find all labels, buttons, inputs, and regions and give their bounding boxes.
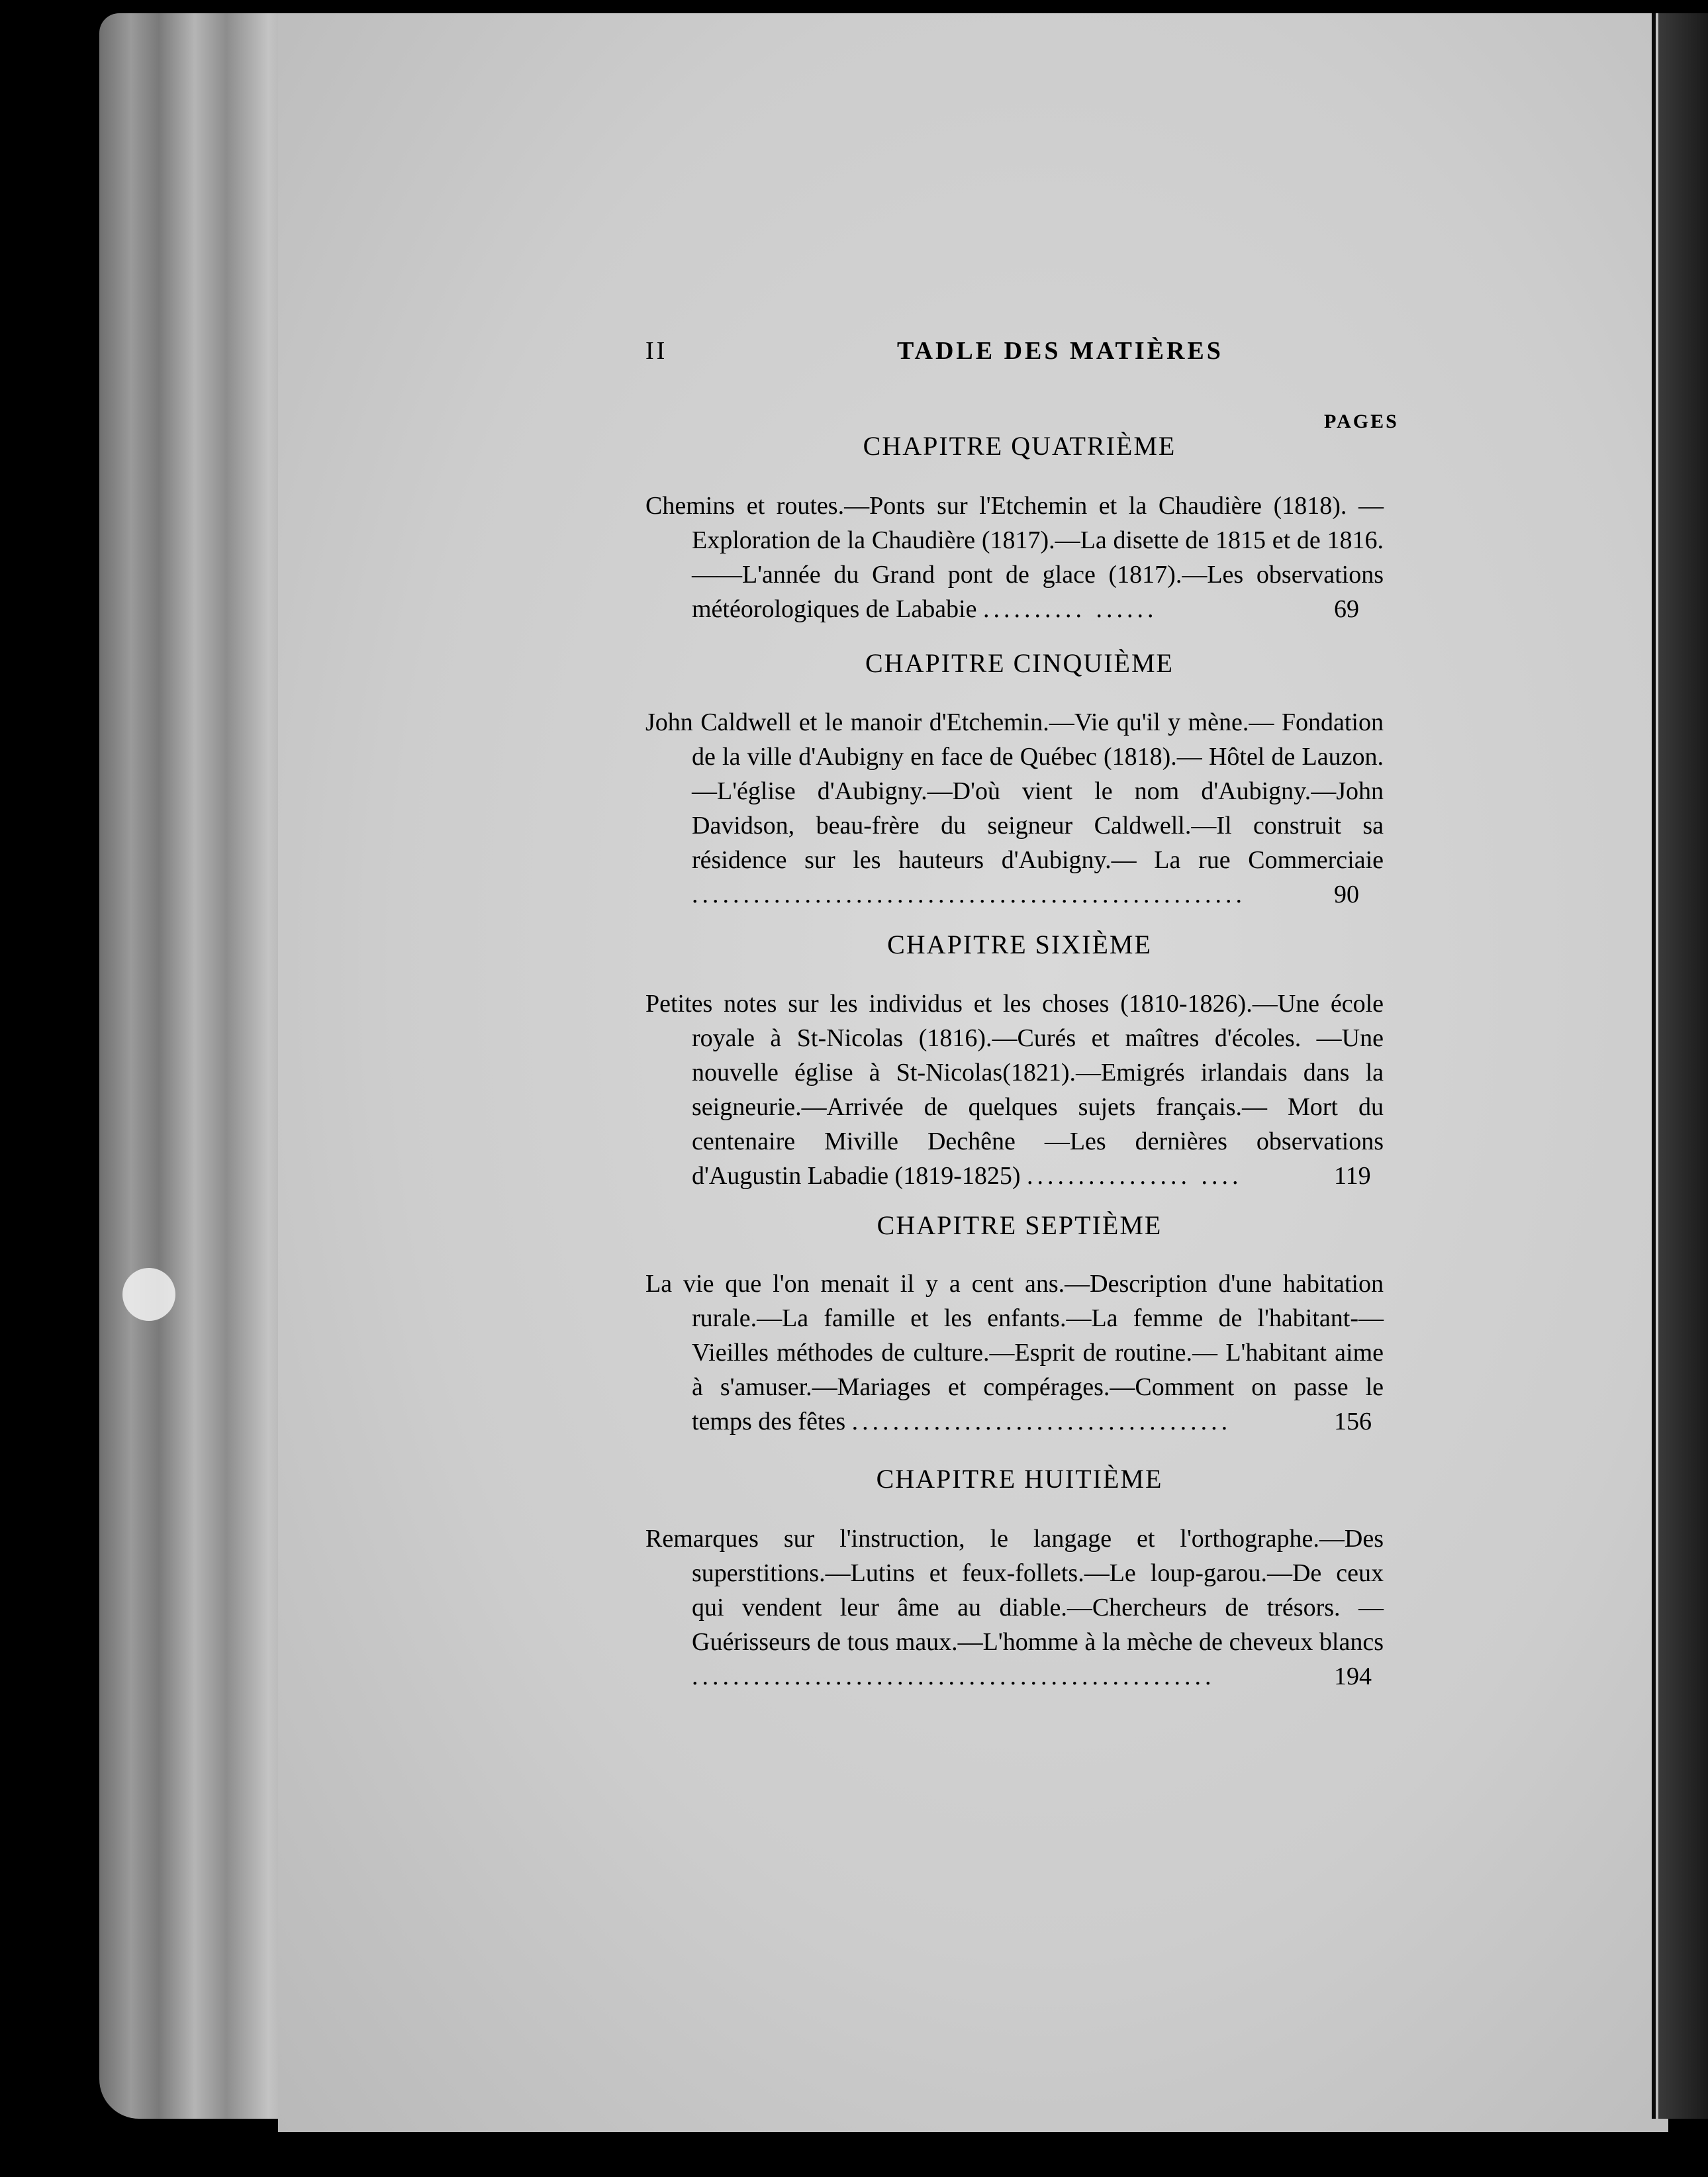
dot-leader: ................ ....: [1027, 1162, 1243, 1190]
chapter-title: CHAPITRE QUATRIÈME: [863, 431, 1176, 461]
chapter-title: CHAPITRE SEPTIÈME: [877, 1210, 1162, 1240]
toc-entry: Remarques sur l'instruction, le langage et l'orthographe.—Des superstitions.—Lutins et feux-follets.—Le loup-garou.—De ceux qui vendent leur âme au diable.—Chercheurs de trésors. —Guérisseurs de tous maux.—L'homme à la mèche de cheveux blancs ................................................... 194: [645, 1525, 1384, 1690]
dot-leader: .....................................: [851, 1408, 1232, 1435]
facing-page-edge: [1658, 13, 1708, 2119]
running-header: [645, 336, 1407, 376]
dot-leader: ......................................................: [692, 881, 1246, 908]
chapter-title: CHAPITRE CINQUIÈME: [865, 648, 1174, 678]
dot-leader: .......... ......: [983, 595, 1158, 623]
dot-leader: ...................................................: [692, 1663, 1215, 1690]
toc-entry: La vie que l'on menait il y a cent ans.—Description d'une habitation rurale.—La famille et les enfants.—La femme de l'habitant-—Vieilles méthodes de culture.—Esprit de routine.— L'habitant aime à s'amuser.—Mariages et compérages.—Comment on passe le temps des fêtes ..................................... 156: [645, 1270, 1384, 1435]
running-title: TADLE DES MATIÈRES: [897, 337, 1223, 365]
chapter-title: CHAPITRE HUITIÈME: [876, 1464, 1163, 1494]
toc-entry: Chemins et routes.—Ponts sur l'Etchemin et la Chaudière (1818). —Exploration de la Chaudière (1817).—La disette de 1815 et de 1816.——L'année du Grand pont de glace (1817).—Les observations météorologiques de Lababie .......... ...... 69: [645, 492, 1384, 623]
toc-entry-summary: Chemins et routes.—Ponts sur l'Etchemin et la Chaudière (1818). —Exploration de la Chaudière (1817).—La disette de 1815 et de 1816.——L'année du Grand pont de glace (1817).—Les observations météorologiques de Lababie: [645, 492, 1384, 623]
page-edge-shadow: [1652, 13, 1656, 2119]
chapter-title: CHAPITRE SIXIÈME: [887, 930, 1152, 959]
page-number: II: [645, 337, 668, 365]
toc-entry: Petites notes sur les individus et les choses (1810-1826).—Une école royale à St-Nicolas (1816).—Curés et maîtres d'écoles. —Une nouvelle église à St-Nicolas(1821).—Emigrés irlandais dans la seigneurie.—Arrivée de quelques sujets français.— Mort du centenaire Miville Dechêne —Les dernières observations d'Augustin Labadie (1819-1825) ................ .... 119: [645, 990, 1384, 1190]
toc-entry: John Caldwell et le manoir d'Etchemin.—Vie qu'il y mène.— Fondation de la ville d'Aubigny en face de Québec (1818).— Hôtel de Lauzon.—L'église d'Aubigny.—D'où vient le nom d'Aubigny.—John Davidson, beau-frère du seigneur Caldwell.—Il construit sa résidence sur les hauteurs d'Aubigny.— La rue Commerciaie ...................................................... 90: [645, 708, 1384, 908]
toc-entry-summary: La vie que l'on menait il y a cent ans.—Description d'une habitation rurale.—La famille et les enfants.—La femme de l'habitant-—Vieilles méthodes de culture.—Esprit de routine.— L'habitant aime à s'amuser.—Mariages et compérages.—Comment on passe le temps des fêtes: [645, 1270, 1384, 1435]
toc-entry-summary: Remarques sur l'instruction, le langage et l'orthographe.—Des superstitions.—Lutins et feux-follets.—Le loup-garou.—De ceux qui vendent leur âme au diable.—Chercheurs de trésors. —Guérisseurs de tous maux.—L'homme à la mèche de cheveux blancs: [645, 1525, 1384, 1656]
toc-entry-summary: Petites notes sur les individus et les choses (1810-1826).—Une école royale à St-Nicolas (1816).—Curés et maîtres d'écoles. —Une nouvelle église à St-Nicolas(1821).—Emigrés irlandais dans la seigneurie.—Arrivée de quelques sujets français.— Mort du centenaire Miville Dechêne —Les dernières observations d'Augustin Labadie (1819-1825): [645, 990, 1384, 1190]
pages-column-label: PAGES: [1324, 411, 1399, 432]
toc-entry-summary: John Caldwell et le manoir d'Etchemin.—Vie qu'il y mène.— Fondation de la ville d'Aubigny en face de Québec (1818).— Hôtel de Lauzon.—L'église d'Aubigny.—D'où vient le nom d'Aubigny.—John Davidson, beau-frère du seigneur Caldwell.—Il construit sa résidence sur les hauteurs d'Aubigny.— La rue Commerciaie: [645, 708, 1384, 874]
paper-blemish: [122, 1268, 175, 1321]
